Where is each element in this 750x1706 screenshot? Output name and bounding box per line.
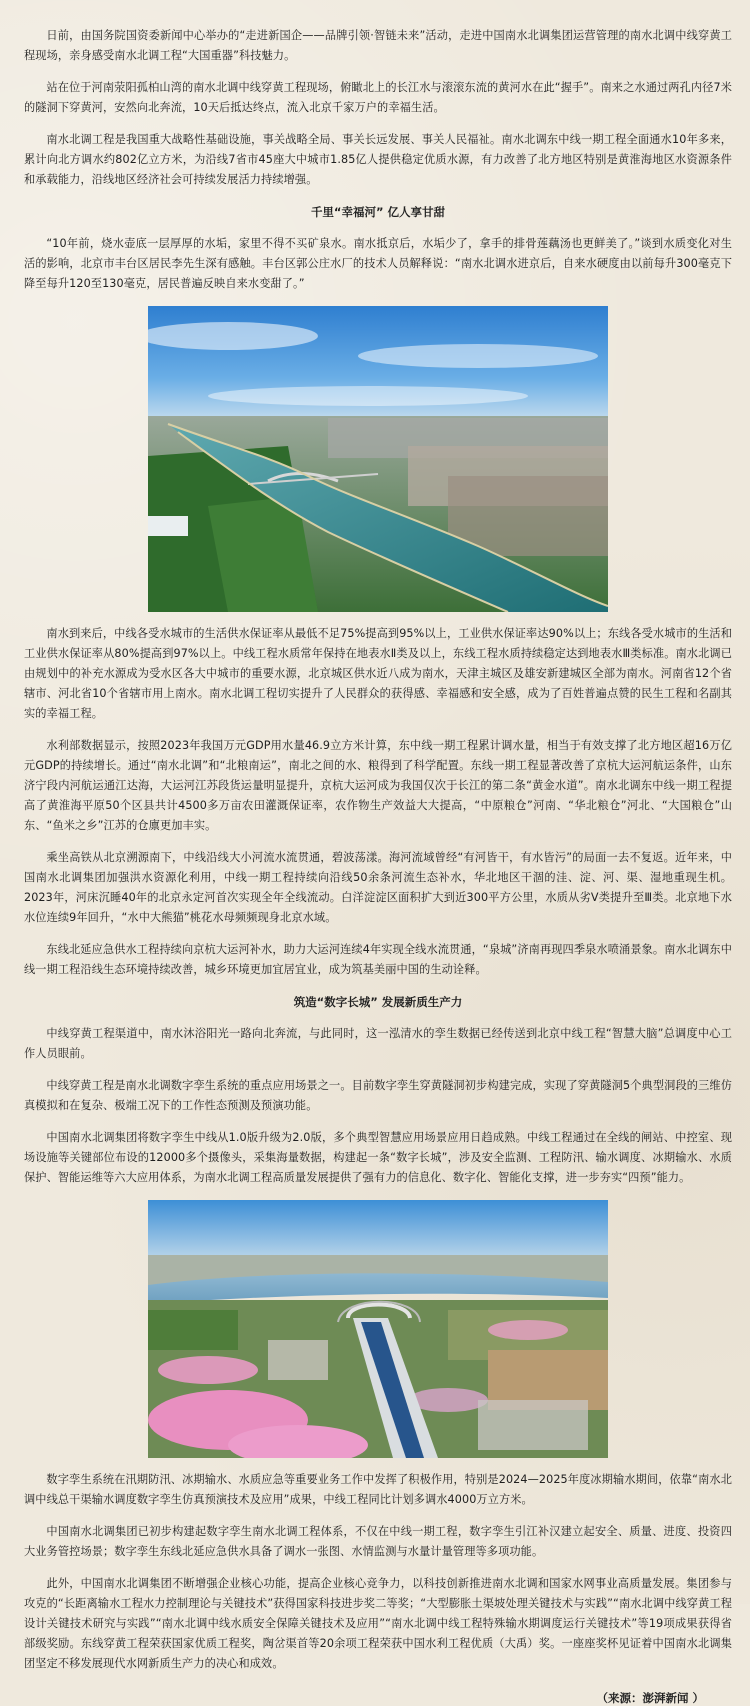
paragraph: 日前，由国务院国资委新闻中心举办的“走进新国企——品牌引领·智链未来”活动，走进中国南水北调集团运营管理的南水北调中线穿黄工程现场，亲身感受南水北调工程“大国重器”科技魅力。 <box>24 29 732 62</box>
paragraph: 中国南水北调集团已初步构建起数字孪生南水北调工程体系，不仅在中线一期工程，数字孪生引江补汉建立起安全、质量、进度、投资四大业务管控场景；数字孪生东线北延应急供水具备了调水一张图、水情监测与水量计量管理等多项功能。 <box>24 1525 732 1558</box>
paragraph: 南水到来后，中线各受水城市的生活供水保证率从最低不足75%提高到95%以上，工业供水保证率达90%以上；东线各受水城市的生活和工业供水保证率从80%提高到97%以上。中线工程水质常年保持在地表水Ⅱ类及以上，东线工程水质持续稳定达到地表水Ⅲ类标准。南水北调已由规划中的补充水源成为受水区各大中城市的重要水源，北京城区供水近八成为南水，天津主城区及雄安新建城区全部为南水。河南省12个省辖市、河北省10个省辖市用上南水。南水北调工程切实提升了人民群众的获得感、幸福感和安全感，成为了百姓普遍点赞的民生工程和名副其实的幸福工程。 <box>24 627 732 720</box>
aerial-photo-blossom-canal <box>148 1200 608 1458</box>
aerial-photo-blossom-canal-image <box>148 1200 608 1458</box>
section2b-body <box>24 1470 732 1674</box>
paragraph: 南水北调工程是我国重大战略性基础设施，事关战略全局、事关长远发展、事关人民福祉。南水北调东中线一期工程全面通水10年多来，累计向北方调水约802亿立方米，为沿线7省市45座大中城市1.85亿人提供稳定优质水源，有力改善了北方地区特别是黄淮海地区水资源条件和承载能力，沿线地区经济社会可持续发展活力持续增强。 <box>24 133 732 186</box>
section-heading-happiness-river: 千里“幸福河” 亿人享甘甜 <box>310 205 446 219</box>
paragraph: 水利部数据显示，按照2023年我国万元GDP用水量46.9立方米计算，东中线一期工程累计调水量，相当于有效支撑了北方地区超16万亿元GDP的持续增长。通过“南水北调”和“北粮南运”，南北之间的水、粮得到了科学配置。东线一期工程显著改善了京杭大运河航运条件，山东济宁段内河航运通江达海，大运河江苏段货运量明显提升，京杭大运河成为我国仅次于长江的第二条“黄金水道”。南水北调东中线一期工程提高了黄淮海平原50个区县共计4500多万亩农田灌溉保证率，农作物生产效益大大提高，“中原粮仓”河南、“华北粮仓”河北、“大国粮仓”山东、“鱼米之乡”江苏的仓廪更加丰实。 <box>24 739 732 832</box>
paragraph: 数字孪生系统在汛期防汛、冰期输水、水质应急等重要业务工作中发挥了积极作用，特别是2024—2025年度冰期输水期间，依靠“南水北调中线总干渠输水调度数字孪生仿真预演技术及应用”成果，中线工程同比计划多调水4000万立方米。 <box>24 1473 732 1506</box>
paragraph: 东线北延应急供水工程持续向京杭大运河补水，助力大运河连续4年实现全线水流贯通，“泉城”济南再现四季泉水喷涌景象。南水北调东中线一期工程沿线生态环境持续改善，城乡环境更加宜居宜业，成为筑基美丽中国的生动诠释。 <box>24 943 732 976</box>
paragraph: 中国南水北调集团将数字孪生中线从1.0版升级为2.0版，多个典型智慧应用场景应用日趋成熟。中线工程通过在全线的闸站、中控室、现场设施等关键部位布设的12000多个摄像头，采集海量数据，构建起一条“数字长城”，涉及安全监测、工程防汛、输水调度、冰期输水、水质保护、智能运维等六大应用体系，为南水北调工程高质量发展提供了强有力的信息化、数字化、智能化支撑，进一步夯实“四预”能力。 <box>24 1131 732 1184</box>
paragraph: 中线穿黄工程渠道中，南水沐浴阳光一路向北奔流，与此同时，这一泓清水的孪生数据已经传送到北京中线工程“智慧大脑”总调度中心工作人员眼前。 <box>24 1027 732 1060</box>
paragraph: 中线穿黄工程是南水北调数字孪生系统的重点应用场景之一。目前数字孪生穿黄隧洞初步构建完成，实现了穿黄隧洞5个典型洞段的三维仿真模拟和在复杂、极端工况下的工作性态预测及预演功能。 <box>24 1079 732 1112</box>
section2-body <box>24 1024 732 1188</box>
aerial-photo-canal-image <box>148 306 608 612</box>
paragraph: 站在位于河南荥阳孤柏山湾的南水北调中线穿黄工程现场，俯瞰北上的长江水与滚滚东流的黄河水在此“握手”。南来之水通过两孔内径7米的隧洞下穿黄河，安然向北奔流，10天后抵达终点，流入北京千家万户的幸福生活。 <box>24 81 732 114</box>
section-heading-digital-great-wall: 筑造“数字长城” 发展新质生产力 <box>293 995 463 1009</box>
article-source: （来源：澎湃新闻 ） <box>596 1691 704 1705</box>
section1-body <box>24 624 732 980</box>
paragraph: “10年前，烧水壶底一层厚厚的水垢，家里不得不买矿泉水。南水抵京后，水垢少了，拿手的排骨莲藕汤也更鲜美了。”谈到水质变化对生活的影响，北京市丰台区居民李先生深有感触。丰台区郭公庄水厂的技术人员解释说：“南水北调水进京后，自来水硬度由以前每升300毫克下降至每升120至130毫克，居民普遍反映自来水变甜了。” <box>24 237 732 290</box>
aerial-photo-canal <box>148 306 608 612</box>
paragraph: 乘坐高铁从北京溯源南下，中线沿线大小河流水流贯通，碧波荡漾。海河流域曾经“有河皆干，有水皆污”的局面一去不复返。近年来，中国南水北调集团加强洪水资源化利用，中线一期工程持续向沿线50余条河流生态补水，华北地区干涸的洼、淀、河、渠、湿地重现生机。2023年，河床沉睡40年的北京永定河首次实现全年全线流动。白洋淀淀区面积扩大到近300平方公里，水质从劣Ⅴ类提升至Ⅲ类。北京地下水水位连续9年回升，“水中大熊猫”桃花水母频频现身北京水域。 <box>24 851 732 924</box>
intro-section <box>24 26 732 190</box>
paragraph: 此外，中国南水北调集团不断增强企业核心功能，提高企业核心竞争力，以科技创新推进南水北调和国家水网事业高质量发展。集团参与攻克的“长距离输水工程水力控制理论与关键技术”获得国家科技进步奖二等奖；“大型膨胀土渠坡处理关键技术与实践”“南水北调中线穿黄工程设计关键技术研究与实践”“南水北调中线水质安全保障关键技术及应用”“南水北调中线工程特殊输水期调度运行关键技术”等19项成果获得省部级奖励。东线穿黄工程荣获国家优质工程奖，陶岔渠首等20余项工程荣获中国水利工程优质（大禹）奖。一座座奖杯见证着中国南水北调集团坚定不移发展现代水网新质生产力的决心和成效。 <box>24 1577 732 1670</box>
